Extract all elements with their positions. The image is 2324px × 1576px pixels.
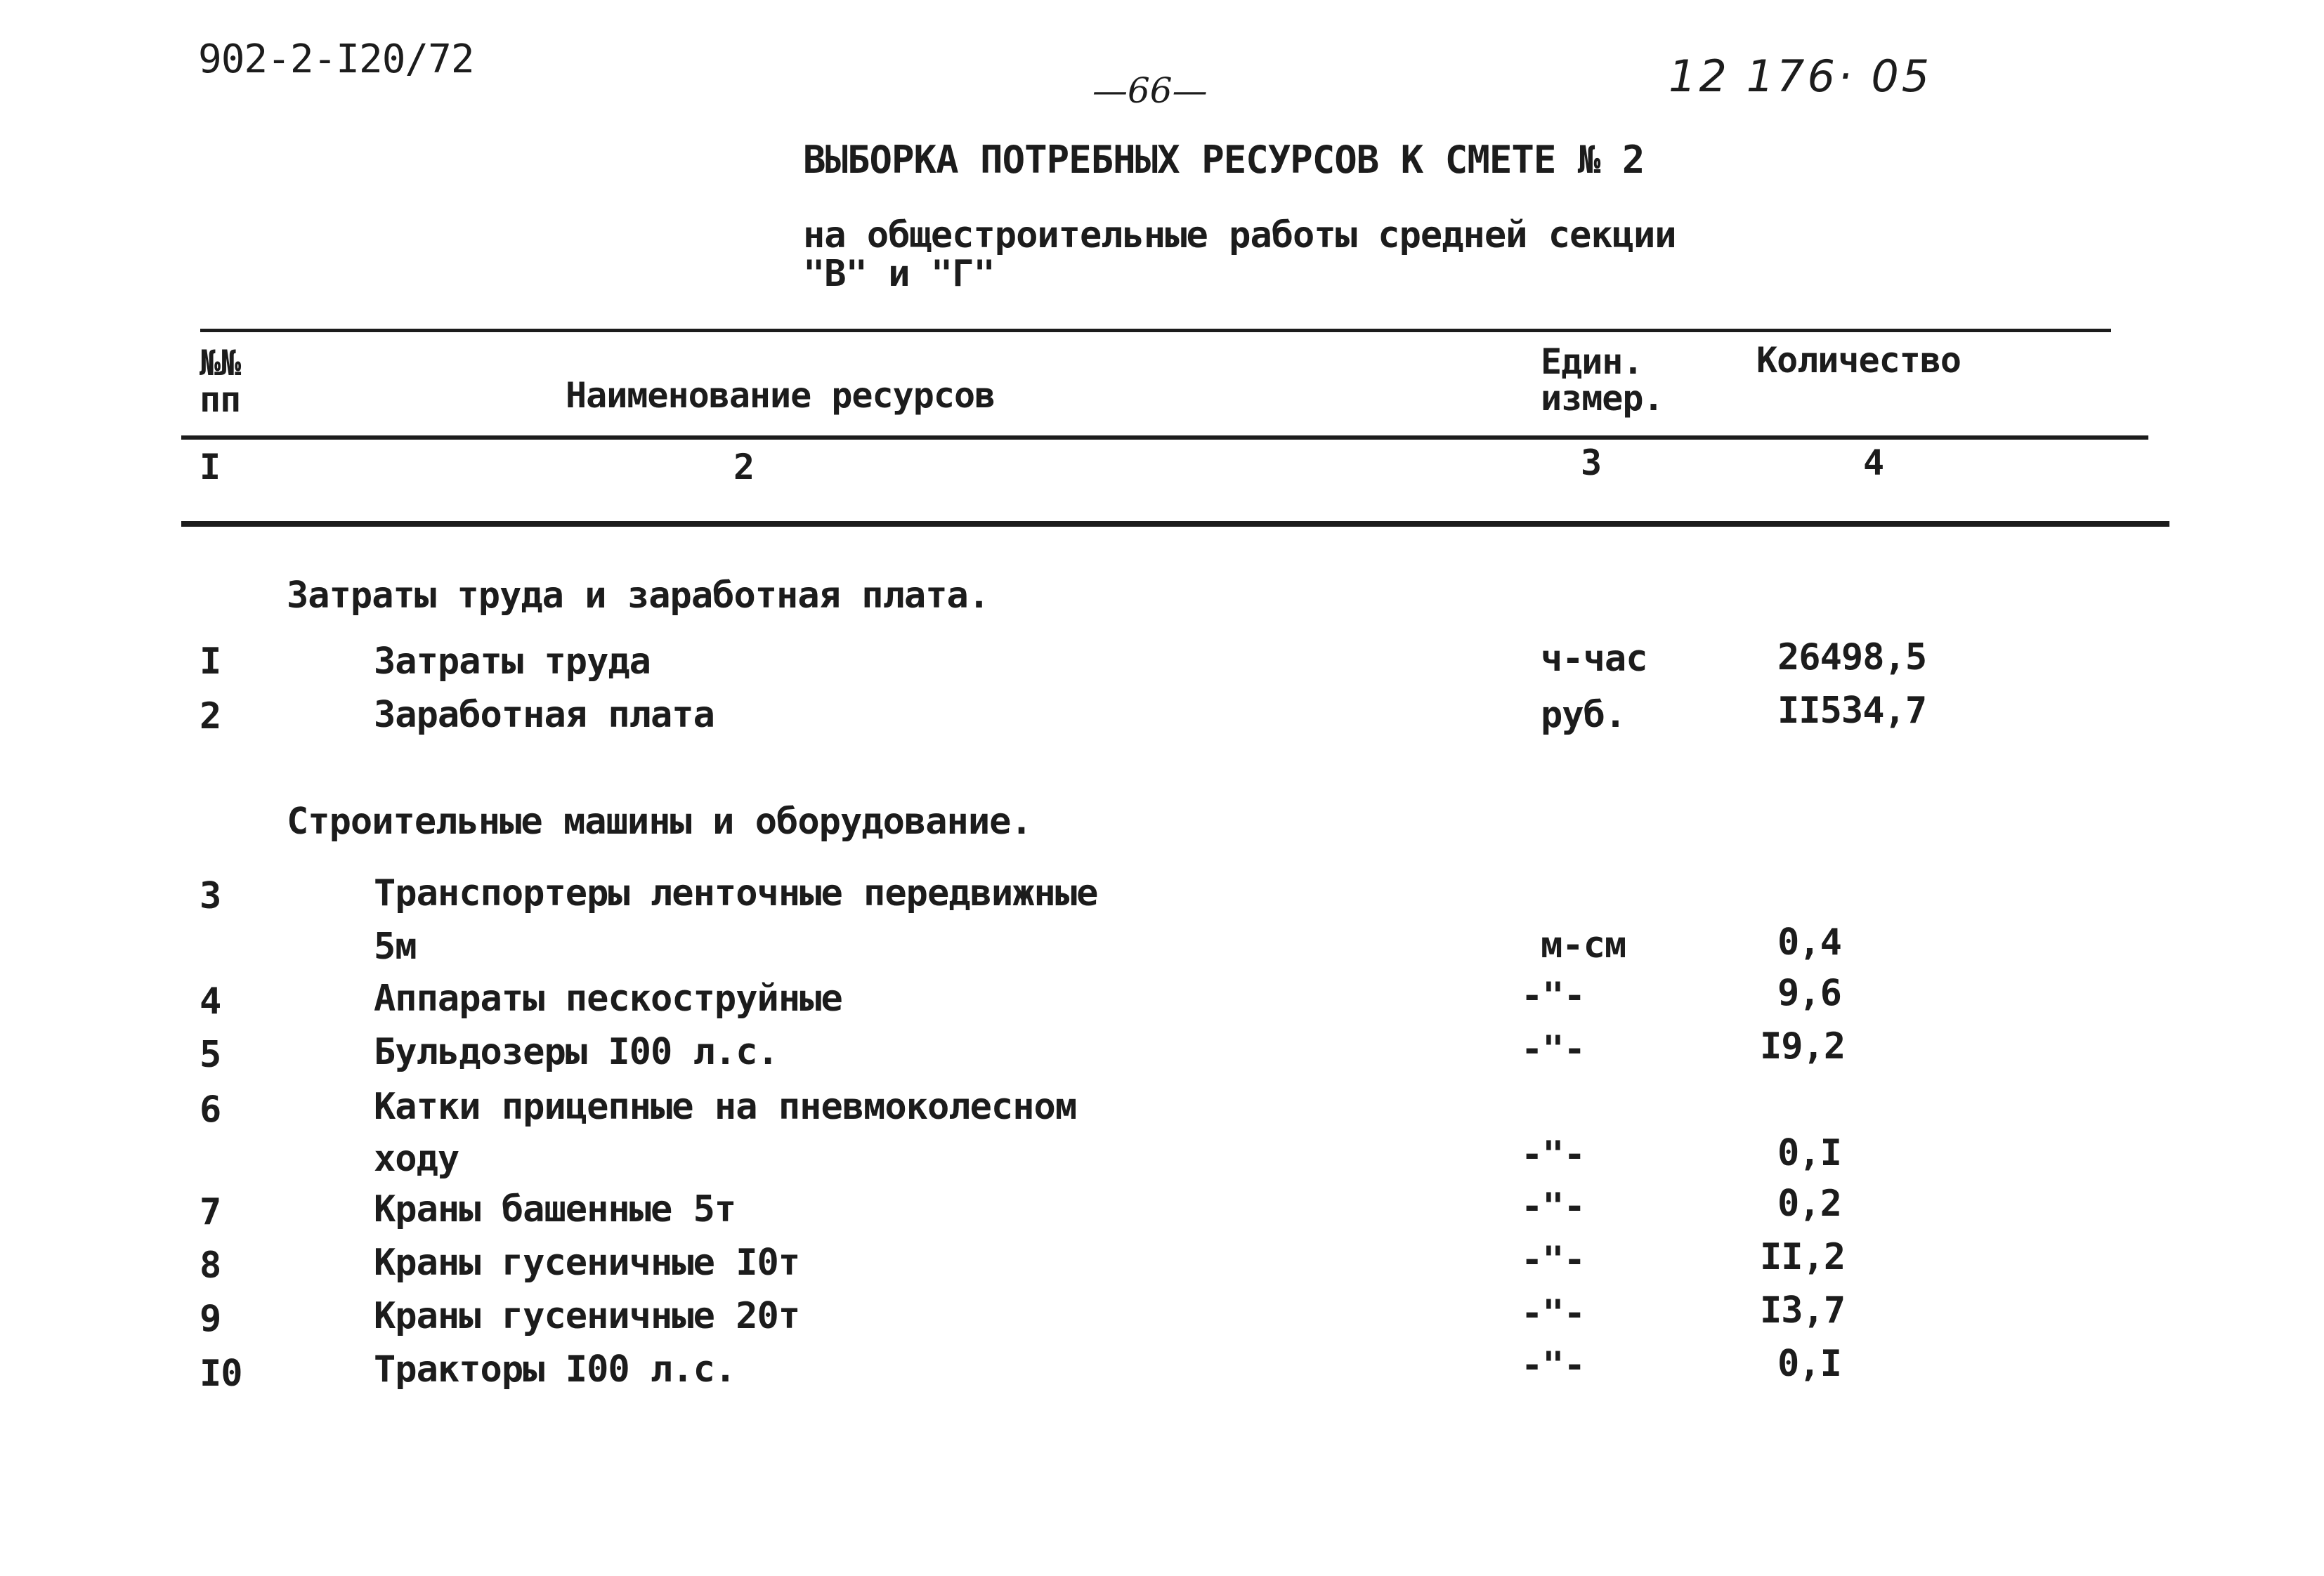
section-title: Строительные машины и оборудование. — [287, 801, 1032, 843]
row-num: 6 — [200, 1089, 221, 1131]
row-num: 5 — [200, 1034, 221, 1076]
row-name: Аппараты пескоструйные — [374, 978, 842, 1020]
row-num: 4 — [200, 980, 221, 1023]
column-header-num: №№ — [200, 343, 241, 383]
row-name: Бульдозеры I00 л.с. — [374, 1031, 778, 1073]
row-unit: -"- — [1521, 1344, 1585, 1386]
row-qty: 0,4 — [1777, 921, 1841, 964]
registration-number: 12 176· 05 — [1669, 51, 1933, 102]
row-num: 3 — [200, 875, 221, 917]
row-unit: -"- — [1521, 1239, 1585, 1281]
column-number-4: 4 — [1863, 442, 1884, 483]
row-num: 9 — [200, 1298, 221, 1340]
row-qty: 0,I — [1777, 1343, 1841, 1385]
row-qty: 0,2 — [1777, 1183, 1841, 1225]
column-header-num-line2: пп — [200, 379, 241, 420]
row-qty: II534,7 — [1777, 690, 1927, 732]
column-header-quantity: Количество — [1756, 340, 1961, 381]
row-name: Затраты труда — [374, 641, 651, 683]
row-name: Заработная плата — [374, 694, 714, 736]
row-unit: м-см — [1541, 924, 1626, 966]
row-qty: 26498,5 — [1777, 636, 1927, 678]
row-name: Краны башенные 5т — [374, 1188, 736, 1230]
row-num: I — [200, 641, 221, 683]
row-name-continued: ходу — [374, 1138, 459, 1180]
row-qty: I3,7 — [1760, 1289, 1846, 1332]
column-number-1: I — [200, 447, 221, 487]
row-unit: -"- — [1521, 1028, 1585, 1070]
column-header-name: Наименование ресурсов — [566, 375, 995, 416]
section-title: Затраты труда и заработная плата. — [287, 574, 990, 617]
document-subtitle: на общестроительные работы средней секции — [803, 214, 1676, 256]
column-number-3: 3 — [1581, 442, 1602, 483]
row-qty: 0,I — [1777, 1132, 1841, 1174]
row-num: I0 — [200, 1353, 242, 1395]
document-title: ВЫБОРКА ПОТРЕБНЫХ РЕСУРСОВ К СМЕТЕ № 2 — [803, 138, 1645, 182]
row-name-continued: 5м — [374, 926, 417, 968]
column-number-2: 2 — [733, 447, 755, 487]
row-unit: ч-час — [1541, 638, 1647, 680]
row-qty: I9,2 — [1760, 1025, 1846, 1068]
column-header-unit: Един. — [1541, 341, 1643, 382]
row-qty: 9,6 — [1777, 972, 1841, 1014]
row-unit: -"- — [1521, 1134, 1585, 1176]
table-column-numbers-rule — [181, 521, 2169, 527]
row-name: Тракторы I00 л.с. — [374, 1348, 736, 1391]
row-unit: -"- — [1521, 1292, 1585, 1334]
row-unit: руб. — [1541, 694, 1626, 736]
document-code: 902-2-I20/72 — [198, 37, 474, 82]
row-name: Краны гусеничные I0т — [374, 1242, 800, 1284]
table-header-rule — [181, 435, 2148, 440]
column-header-unit-line2: измер. — [1541, 378, 1664, 419]
document-subtitle-line2: "В" и "Г" — [803, 253, 995, 295]
row-num: 8 — [200, 1245, 221, 1287]
row-name: Транспортеры ленточные передвижные — [374, 872, 1098, 914]
row-qty: II,2 — [1760, 1236, 1846, 1278]
row-name: Краны гусеничные 20т — [374, 1295, 800, 1337]
row-num: 7 — [200, 1191, 221, 1233]
row-num: 2 — [200, 695, 221, 737]
page-number: —66— — [1092, 70, 1208, 111]
row-unit: -"- — [1521, 975, 1585, 1017]
row-name: Катки прицепные на пневмоколесном — [374, 1086, 1077, 1128]
row-unit: -"- — [1521, 1186, 1585, 1228]
table-top-rule — [200, 329, 2111, 332]
